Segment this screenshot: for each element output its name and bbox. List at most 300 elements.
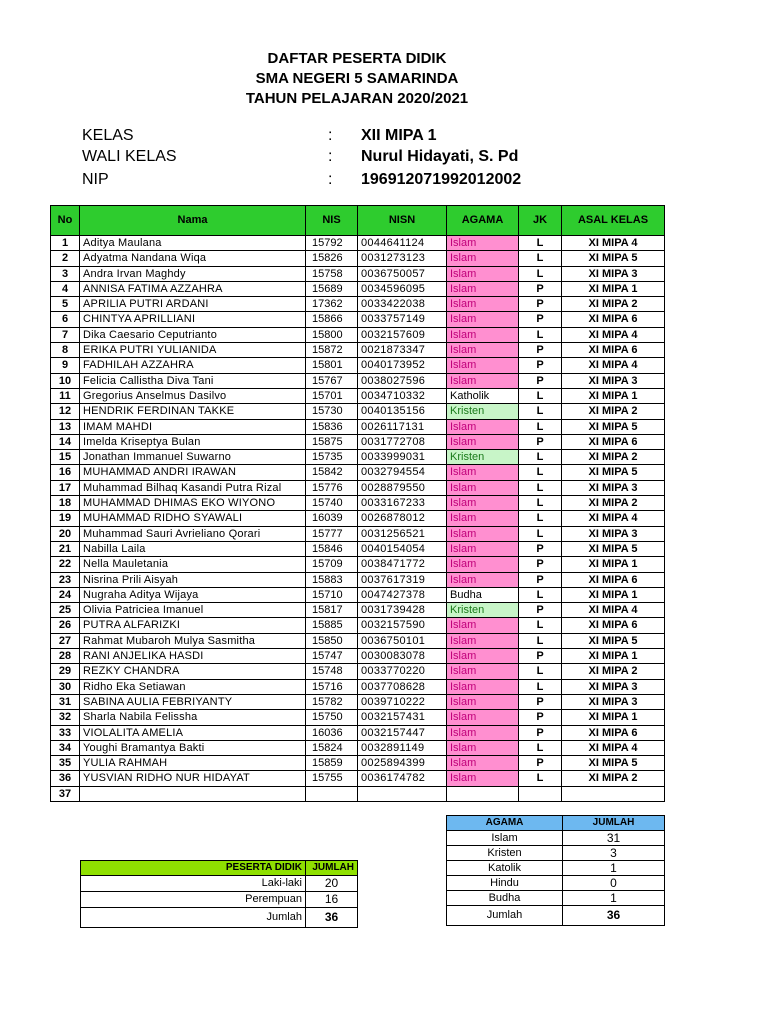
gender-total-value: 36 (306, 908, 358, 928)
student-nis: 15735 (306, 450, 358, 465)
student-jk (519, 786, 562, 801)
student-no: 16 (51, 465, 80, 480)
student-jk: L (519, 327, 562, 342)
student-jk: L (519, 404, 562, 419)
student-name: Imelda Kriseptya Bulan (80, 434, 306, 449)
student-jk: P (519, 297, 562, 312)
table-row (51, 664, 665, 679)
student-jk: P (519, 710, 562, 725)
student-nis: 15836 (306, 419, 358, 434)
table-row (51, 649, 665, 664)
student-nis: 15710 (306, 587, 358, 602)
student-nis: 15689 (306, 281, 358, 296)
table-row (51, 618, 665, 633)
student-jk: L (519, 236, 562, 251)
religion-header-row (447, 816, 665, 831)
table-row (51, 756, 665, 771)
student-nisn: 0044641124 (358, 236, 447, 251)
student-no: 31 (51, 694, 80, 709)
table-row (51, 419, 665, 434)
student-nis: 15701 (306, 388, 358, 403)
student-asal-kelas: XI MIPA 4 (562, 236, 665, 251)
student-nisn: 0036750101 (358, 633, 447, 648)
table-row (51, 633, 665, 648)
student-asal-kelas: XI MIPA 2 (562, 404, 665, 419)
student-asal-kelas: XI MIPA 6 (562, 618, 665, 633)
student-no: 9 (51, 358, 80, 373)
table-row (51, 496, 665, 511)
student-nisn: 0028879550 (358, 480, 447, 495)
student-asal-kelas: XI MIPA 6 (562, 434, 665, 449)
student-nisn: 0031739428 (358, 603, 447, 618)
student-name (80, 786, 306, 801)
student-nisn: 0033757149 (358, 312, 447, 327)
religion-total-label: Jumlah (447, 906, 563, 926)
student-nisn: 0040173952 (358, 358, 447, 373)
student-asal-kelas: XI MIPA 1 (562, 388, 665, 403)
student-name: Sharla Nabila Felissha (80, 710, 306, 725)
gender-summary-table (80, 860, 358, 928)
student-nisn: 0047427378 (358, 587, 447, 602)
student-agama: Islam (447, 434, 519, 449)
student-agama: Islam (447, 710, 519, 725)
title-line-3: TAHUN PELAJARAN 2020/2021 (245, 90, 469, 107)
student-jk: P (519, 373, 562, 388)
student-no: 28 (51, 649, 80, 664)
student-name: MUHAMMAD ANDRI IRAWAN (80, 465, 306, 480)
religion-row-value: 1 (563, 891, 665, 906)
student-agama: Kristen (447, 603, 519, 618)
table-row (51, 786, 665, 801)
student-nis: 15824 (306, 740, 358, 755)
student-no: 8 (51, 343, 80, 358)
student-no: 6 (51, 312, 80, 327)
student-asal-kelas: XI MIPA 3 (562, 526, 665, 541)
student-nis: 15709 (306, 557, 358, 572)
student-agama: Islam (447, 373, 519, 388)
student-nisn: 0032157431 (358, 710, 447, 725)
student-asal-kelas: XI MIPA 5 (562, 465, 665, 480)
wali-kelas-colon: : (328, 148, 333, 165)
table-row (51, 557, 665, 572)
student-jk: L (519, 266, 562, 281)
student-nisn: 0038471772 (358, 557, 447, 572)
student-no: 4 (51, 281, 80, 296)
student-no: 20 (51, 526, 80, 541)
student-agama: Islam (447, 480, 519, 495)
student-name: Adyatma Nandana Wiqa (80, 251, 306, 266)
table-row (51, 388, 665, 403)
gender-row-value: 16 (306, 892, 358, 908)
student-name: MUHAMMAD DHIMAS EKO WIYONO (80, 496, 306, 511)
table-row (51, 465, 665, 480)
student-no: 15 (51, 450, 80, 465)
student-no: 5 (51, 297, 80, 312)
gender-header-value: JUMLAH (306, 861, 358, 876)
student-name: Nisrina Prili Aisyah (80, 572, 306, 587)
title-line-2: SMA NEGERI 5 SAMARINDA (255, 70, 459, 87)
student-name: Felicia Callistha Diva Tani (80, 373, 306, 388)
student-nis: 15859 (306, 756, 358, 771)
table-row (51, 373, 665, 388)
table-row (51, 343, 665, 358)
student-nis: 15885 (306, 618, 358, 633)
student-no: 35 (51, 756, 80, 771)
student-name: YULIA RAHMAH (80, 756, 306, 771)
student-nis: 15801 (306, 358, 358, 373)
student-jk: L (519, 496, 562, 511)
student-asal-kelas: XI MIPA 5 (562, 633, 665, 648)
student-name: APRILIA PUTRI ARDANI (80, 297, 306, 312)
table-row (51, 251, 665, 266)
student-jk: P (519, 725, 562, 740)
student-jk: L (519, 679, 562, 694)
student-jk: P (519, 756, 562, 771)
student-asal-kelas: XI MIPA 2 (562, 496, 665, 511)
student-name: Ridho Eka Setiawan (80, 679, 306, 694)
student-nisn: 0021873347 (358, 343, 447, 358)
student-name: Nella Mauletania (80, 557, 306, 572)
student-jk: P (519, 557, 562, 572)
student-nisn: 0031256521 (358, 526, 447, 541)
student-jk: L (519, 526, 562, 541)
student-no: 14 (51, 434, 80, 449)
table-row (51, 281, 665, 296)
student-name: Nabilla Laila (80, 541, 306, 556)
student-asal-kelas: XI MIPA 3 (562, 679, 665, 694)
religion-header-value: JUMLAH (563, 816, 665, 831)
student-nisn: 0032891149 (358, 740, 447, 755)
religion-summary-table (446, 815, 665, 926)
title-line-1: DAFTAR PESERTA DIDIK (267, 50, 447, 67)
religion-row-label: Katolik (447, 861, 563, 876)
student-asal-kelas: XI MIPA 4 (562, 358, 665, 373)
student-nisn: 0025894399 (358, 756, 447, 771)
student-agama: Islam (447, 327, 519, 342)
religion-row-label: Islam (447, 831, 563, 846)
student-jk: L (519, 388, 562, 403)
student-no: 27 (51, 633, 80, 648)
table-row (51, 603, 665, 618)
table-row (51, 725, 665, 740)
student-asal-kelas: XI MIPA 1 (562, 649, 665, 664)
student-name: REZKY CHANDRA (80, 664, 306, 679)
student-no: 18 (51, 496, 80, 511)
student-no: 11 (51, 388, 80, 403)
column-header-nisn: NISN (358, 206, 447, 236)
student-no: 17 (51, 480, 80, 495)
student-no: 37 (51, 786, 80, 801)
student-nis: 15776 (306, 480, 358, 495)
religion-row (447, 846, 665, 861)
student-asal-kelas: XI MIPA 2 (562, 664, 665, 679)
nip-value: 196912071992012002 (361, 171, 522, 188)
student-nis (306, 786, 358, 801)
table-row (51, 771, 665, 786)
student-agama: Islam (447, 557, 519, 572)
table-row (51, 694, 665, 709)
gender-header-label: PESERTA DIDIK (81, 861, 306, 876)
table-row (51, 450, 665, 465)
student-name: Olivia Patriciea Imanuel (80, 603, 306, 618)
student-name: Muhammad Sauri Avrieliano Qorari (80, 526, 306, 541)
student-asal-kelas: XI MIPA 3 (562, 480, 665, 495)
gender-header-row (81, 861, 358, 876)
religion-row-label: Budha (447, 891, 563, 906)
student-agama: Islam (447, 541, 519, 556)
student-nisn: 0034596095 (358, 281, 447, 296)
column-header-asal-kelas: ASAL KELAS (562, 206, 665, 236)
student-no: 21 (51, 541, 80, 556)
student-asal-kelas: XI MIPA 5 (562, 419, 665, 434)
kelas-colon: : (328, 127, 333, 144)
student-asal-kelas: XI MIPA 3 (562, 373, 665, 388)
student-nisn: 0039710222 (358, 694, 447, 709)
student-jk: P (519, 434, 562, 449)
student-nis: 15883 (306, 572, 358, 587)
student-asal-kelas: XI MIPA 6 (562, 572, 665, 587)
student-nis: 15842 (306, 465, 358, 480)
religion-row (447, 831, 665, 846)
student-agama: Islam (447, 419, 519, 434)
student-no: 22 (51, 557, 80, 572)
gender-row (81, 892, 358, 908)
student-agama: Kristen (447, 404, 519, 419)
student-agama: Islam (447, 664, 519, 679)
student-agama: Islam (447, 236, 519, 251)
student-nis: 15777 (306, 526, 358, 541)
student-nisn: 0036174782 (358, 771, 447, 786)
student-agama: Islam (447, 496, 519, 511)
student-nis: 15866 (306, 312, 358, 327)
student-asal-kelas: XI MIPA 3 (562, 266, 665, 281)
student-jk: P (519, 649, 562, 664)
student-jk: L (519, 480, 562, 495)
student-no: 36 (51, 771, 80, 786)
student-nis: 15716 (306, 679, 358, 694)
table-row (51, 679, 665, 694)
student-nisn: 0034710332 (358, 388, 447, 403)
student-agama: Islam (447, 572, 519, 587)
student-agama: Katholik (447, 388, 519, 403)
student-agama: Islam (447, 725, 519, 740)
student-agama: Kristen (447, 450, 519, 465)
student-nisn: 0026878012 (358, 511, 447, 526)
table-row (51, 266, 665, 281)
table-row (51, 327, 665, 342)
student-jk: P (519, 572, 562, 587)
student-nisn: 0033167233 (358, 496, 447, 511)
student-nis: 15850 (306, 633, 358, 648)
student-name: Aditya Maulana (80, 236, 306, 251)
table-row (51, 587, 665, 602)
religion-row-label: Kristen (447, 846, 563, 861)
religion-row-value: 0 (563, 876, 665, 891)
student-name: HENDRIK FERDINAN TAKKE (80, 404, 306, 419)
student-agama: Islam (447, 465, 519, 480)
student-jk: L (519, 618, 562, 633)
student-nisn: 0036750057 (358, 266, 447, 281)
gender-row-label: Perempuan (81, 892, 306, 908)
student-agama: Islam (447, 312, 519, 327)
student-nisn (358, 786, 447, 801)
religion-row-value: 31 (563, 831, 665, 846)
student-nisn: 0038027596 (358, 373, 447, 388)
table-row (51, 710, 665, 725)
student-asal-kelas: XI MIPA 4 (562, 327, 665, 342)
student-agama: Islam (447, 771, 519, 786)
student-nis: 15875 (306, 434, 358, 449)
student-no: 23 (51, 572, 80, 587)
column-header-jk: JK (519, 206, 562, 236)
table-row (51, 236, 665, 251)
student-nisn: 0032794554 (358, 465, 447, 480)
student-jk: P (519, 281, 562, 296)
religion-row (447, 876, 665, 891)
student-agama: Islam (447, 297, 519, 312)
student-agama: Islam (447, 618, 519, 633)
student-asal-kelas: XI MIPA 3 (562, 694, 665, 709)
student-nis: 15782 (306, 694, 358, 709)
student-asal-kelas: XI MIPA 6 (562, 725, 665, 740)
student-nis: 15767 (306, 373, 358, 388)
student-nis: 17362 (306, 297, 358, 312)
student-jk: P (519, 694, 562, 709)
student-no: 19 (51, 511, 80, 526)
student-no: 10 (51, 373, 80, 388)
table-header-row (51, 206, 665, 236)
gender-total-row (81, 908, 358, 928)
student-jk: P (519, 603, 562, 618)
column-header-agama: AGAMA (447, 206, 519, 236)
student-asal-kelas: XI MIPA 4 (562, 511, 665, 526)
student-asal-kelas: XI MIPA 2 (562, 297, 665, 312)
student-nisn: 0033770220 (358, 664, 447, 679)
student-agama: Islam (447, 281, 519, 296)
student-agama: Islam (447, 251, 519, 266)
student-name: Muhammad Bilhaq Kasandi Putra Rizal (80, 480, 306, 495)
student-nisn: 0030083078 (358, 649, 447, 664)
student-agama: Islam (447, 266, 519, 281)
student-jk: L (519, 511, 562, 526)
student-agama: Islam (447, 633, 519, 648)
student-jk: L (519, 771, 562, 786)
student-nisn: 0032157609 (358, 327, 447, 342)
student-no: 13 (51, 419, 80, 434)
student-asal-kelas: XI MIPA 1 (562, 710, 665, 725)
religion-row-value: 3 (563, 846, 665, 861)
student-agama: Islam (447, 358, 519, 373)
student-name: PUTRA ALFARIZKI (80, 618, 306, 633)
student-nis: 15748 (306, 664, 358, 679)
student-nisn: 0040135156 (358, 404, 447, 419)
student-jk: L (519, 419, 562, 434)
student-jk: L (519, 664, 562, 679)
student-nis: 15740 (306, 496, 358, 511)
student-name: Dika Caesario Ceputrianto (80, 327, 306, 342)
student-nis: 15872 (306, 343, 358, 358)
student-jk: P (519, 343, 562, 358)
student-agama (447, 786, 519, 801)
student-agama: Budha (447, 587, 519, 602)
student-jk: P (519, 358, 562, 373)
table-row (51, 297, 665, 312)
student-agama: Islam (447, 740, 519, 755)
religion-row-value: 1 (563, 861, 665, 876)
student-no: 25 (51, 603, 80, 618)
student-name: Nugraha Aditya Wijaya (80, 587, 306, 602)
student-nis: 15846 (306, 541, 358, 556)
student-name: Rahmat Mubaroh Mulya Sasmitha (80, 633, 306, 648)
student-asal-kelas (562, 786, 665, 801)
gender-row-label: Laki-laki (81, 876, 306, 892)
student-nisn: 0037708628 (358, 679, 447, 694)
student-no: 29 (51, 664, 80, 679)
religion-row-label: Hindu (447, 876, 563, 891)
student-asal-kelas: XI MIPA 1 (562, 587, 665, 602)
student-jk: L (519, 633, 562, 648)
student-no: 2 (51, 251, 80, 266)
religion-total-row (447, 906, 665, 926)
table-row (51, 740, 665, 755)
student-nisn: 0026117131 (358, 419, 447, 434)
student-agama: Islam (447, 679, 519, 694)
student-name: ERIKA PUTRI YULIANIDA (80, 343, 306, 358)
student-no: 33 (51, 725, 80, 740)
student-asal-kelas: XI MIPA 5 (562, 251, 665, 266)
student-no: 12 (51, 404, 80, 419)
table-row (51, 526, 665, 541)
student-asal-kelas: XI MIPA 4 (562, 603, 665, 618)
column-header-nama: Nama (80, 206, 306, 236)
student-no: 32 (51, 710, 80, 725)
table-row (51, 480, 665, 495)
student-nis: 15826 (306, 251, 358, 266)
student-asal-kelas: XI MIPA 5 (562, 541, 665, 556)
student-nis: 15747 (306, 649, 358, 664)
religion-row (447, 861, 665, 876)
table-row (51, 572, 665, 587)
student-nis: 15792 (306, 236, 358, 251)
student-no: 3 (51, 266, 80, 281)
student-name: ANNISA FATIMA AZZAHRA (80, 281, 306, 296)
wali-kelas-value: Nurul Hidayati, S. Pd (361, 148, 519, 165)
student-asal-kelas: XI MIPA 1 (562, 557, 665, 572)
student-name: Andra Irvan Maghdy (80, 266, 306, 281)
student-jk: L (519, 450, 562, 465)
student-asal-kelas: XI MIPA 1 (562, 281, 665, 296)
student-no: 24 (51, 587, 80, 602)
nip-colon: : (328, 171, 333, 188)
student-name: YUSVIAN RIDHO NUR HIDAYAT (80, 771, 306, 786)
student-name: FADHILAH AZZAHRA (80, 358, 306, 373)
student-name: MUHAMMAD RIDHO SYAWALI (80, 511, 306, 526)
student-no: 1 (51, 236, 80, 251)
kelas-label: KELAS (82, 127, 134, 144)
student-no: 30 (51, 679, 80, 694)
student-jk: L (519, 587, 562, 602)
student-jk: L (519, 740, 562, 755)
student-jk: P (519, 541, 562, 556)
table-row (51, 434, 665, 449)
student-nisn: 0031772708 (358, 434, 447, 449)
student-nisn: 0033422038 (358, 297, 447, 312)
student-jk: P (519, 312, 562, 327)
table-row (51, 541, 665, 556)
student-name: SABINA AULIA FEBRIYANTY (80, 694, 306, 709)
student-nisn: 0032157447 (358, 725, 447, 740)
student-asal-kelas: XI MIPA 2 (562, 450, 665, 465)
